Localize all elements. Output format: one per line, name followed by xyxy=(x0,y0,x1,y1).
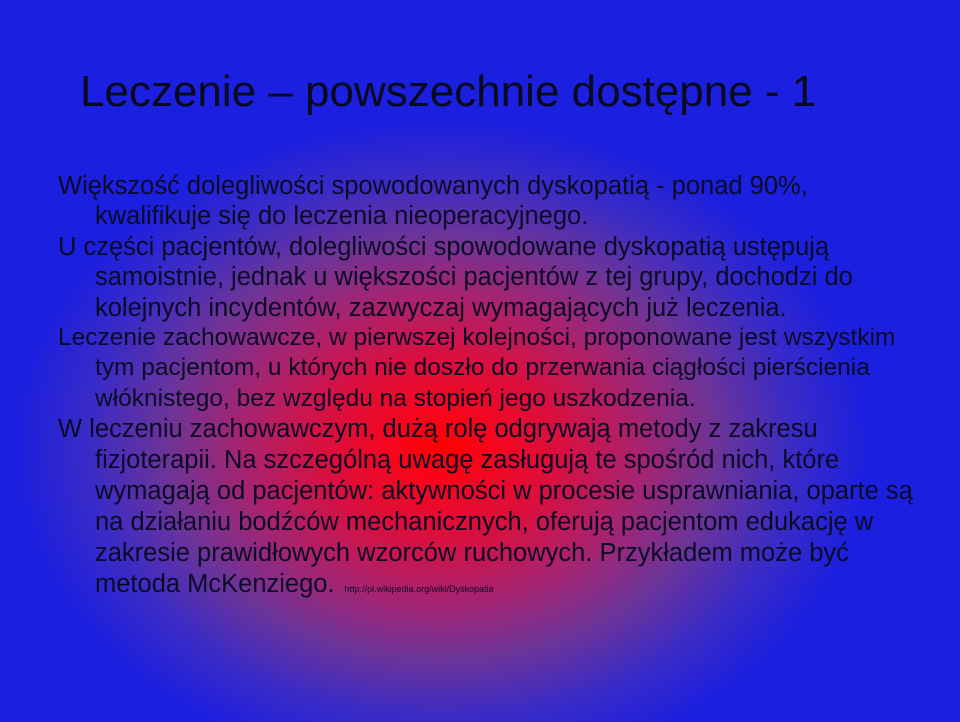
slide-body xyxy=(58,171,918,600)
paragraph-4-text: W leczeniu zachowawczym, dużą rolę odgrywają metody z zakresu fizjoterapii. Na szczególną uwagę zasługują te spośród nich, które wymagają od pacjentów: aktywności w procesie usprawniania, oparte są na działaniu bodźców mechanicznych, oferują pacjentom edukację w zakresie prawidłowych wzorców ruchowych. Przykładem może być metoda McKenziego. xyxy=(58,415,913,599)
paragraph-3: Leczenie zachowawcze, w pierwszej kolejności, proponowane jest wszystkim tym pacjentom, u których nie doszło do przerwania ciągłości pierścienia włóknistego, bez względu na stopień jego uszkodzenia. xyxy=(58,324,896,412)
paragraph-2: U części pacjentów, dolegliwości spowodowane dyskopatią ustępują samoistnie, jednak u większości pacjentów z tej grupy, dochodzi do kolejnych incydentów, zazwyczaj wymagających już leczenia. xyxy=(58,232,853,322)
slide-title: Leczenie – powszechnie dostępne - 1 xyxy=(80,67,817,116)
source-link[interactable]: http://pl.wikipedia.org/wiki/Dyskopatia xyxy=(344,584,494,595)
paragraph-1: Większość dolegliwości spowodowanych dyskopatią - ponad 90%, kwalifikuje się do leczenia nieoperacyjnego. xyxy=(58,172,808,231)
paragraph-4 xyxy=(58,414,918,600)
